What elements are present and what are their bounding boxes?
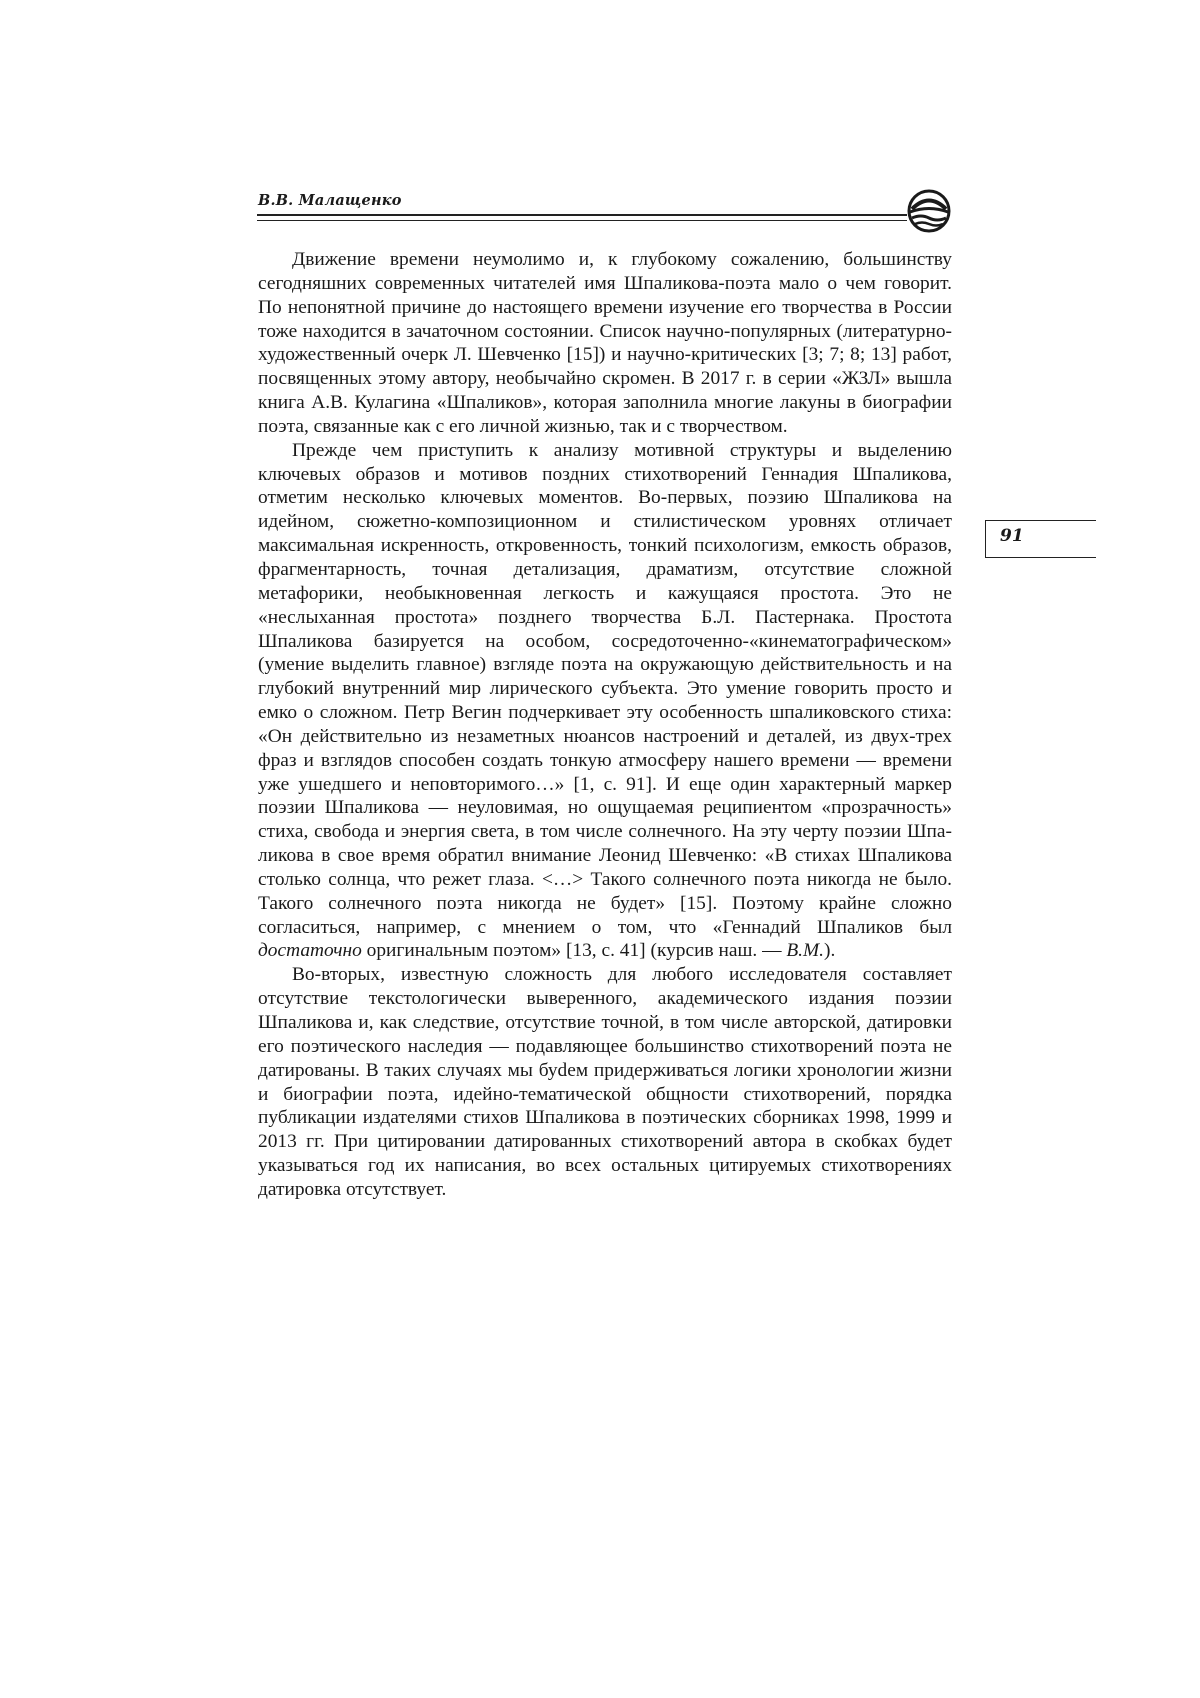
- header-rule-thick: [257, 214, 907, 216]
- paragraph-2-text-end: ).: [824, 940, 836, 962]
- article-body: [258, 248, 952, 1202]
- paragraph-1: Движение времени неумолимо и, к глубокому сожалению, большинству сегодняшних современных читателей имя Шпаликова-поэта мало о чем говорит. По непонятной причине до настоящего времени изучение его творчества в России тоже находится в зачаточном состоянии. Список научно-популярных (литературно-художественный очерк Л. Шевченко [15]) и научно-критических [3; 7; 8; 13] работ, посвященных этому автору, необычайно скромен. В 2017 г. в серии «ЖЗЛ» вышла книга А.В. Кулагина «Шпаликов», которая заполнила многие лакуны в биографии поэта, связанные как с его личной жизнью, так и с творчеством.: [258, 249, 952, 437]
- running-head-author: В.В. Малащенко: [258, 192, 402, 209]
- paragraph-2-text-a: Прежде чем приступить к анализу мотивной структуры и выделению ключевых образов и мотивов поздних стихотворений Геннадия Шпаликова, отметим несколько ключевых моментов. Во-первых, поэзию Шпаликова на идейном, сюжетно-композиционном и стилистическом уровнях отличает максимальная искренность, откровенность, тонкий психологизм, емкость образов, фрагментарность, точная детализация, драматизм, отсутствие сложной метафорики, необыкновенная легкость и кажущаяся простота. Это не «неслыханная простота» позднего творчества Б.Л. Пастернака. Простота Шпаликова базируется на особом, сосредоточенно-«кинематографическом» (умение выделить главное) взгляде поэта на окружающую действительность и на глубокий внутренний мир лирического субъекта. Это умение говорить просто и емко о сложном. Петр Вегин подчеркивает эту особенность шпаликовского стиха: «Он действительно из незаметных нюансов настроений и деталей, из двух-трех фраз и взглядов способен создать тонкую атмосферу нашего времени — времени уже ушедшего и неповторимого…» [1, с. 91]. И еще один характерный маркер поэзии Шпаликова — неуловимая, но ощущаемая реципиентом «прозрачность» стиха, свобода и энергия света, в том числе солнечного. На эту черту поэзии Шпаликова в свое время обратил внимание Леонид Шевченко: «В стихах Шпаликова столько солнца, что режет глаза. <…> Такого солнечного поэта никогда не было. Такого солнечного поэта никогда не будет» [15]. Поэтому крайне сложно согласиться, например, с мнением о том, что «Геннадий Шпаликов был: [258, 439, 952, 938]
- page-number: 91: [1000, 526, 1024, 546]
- paragraph-2-text-b: оригинальным поэтом» [13, с. 41] (курсив наш. —: [361, 940, 787, 962]
- paragraph-2-italic-word: достаточно: [258, 940, 362, 962]
- paragraph-2: [258, 439, 952, 964]
- paragraph-2-italic-initials: В.М.: [786, 940, 825, 962]
- page-number-box: [985, 520, 1096, 558]
- paragraph-3: Во-вторых, известную сложность для любого исследователя составляет отсутствие текстологически выверенного, академического издания поэзии Шпаликова и, как следствие, отсутствие точной, в том числе авторской, датировки его поэтического наследия — подавляющее большинство стихотворений поэта не датированы. В таких случаях мы буdем придерживаться логики хронологии жизни и биографии поэта, идейно-тематической общности стихотворений, порядка публикации издателями стихов Шпаликова в поэтических сборниках 1998, 1999 и 2013 гг. При цитировании датированных стихотворений автора в скобках будет указываться год их написания, во всех остальных цитируемых стихотворениях датировка отсутствует.: [258, 964, 952, 1200]
- header-rule-thin: [257, 220, 907, 221]
- journal-logo-icon: [906, 188, 952, 234]
